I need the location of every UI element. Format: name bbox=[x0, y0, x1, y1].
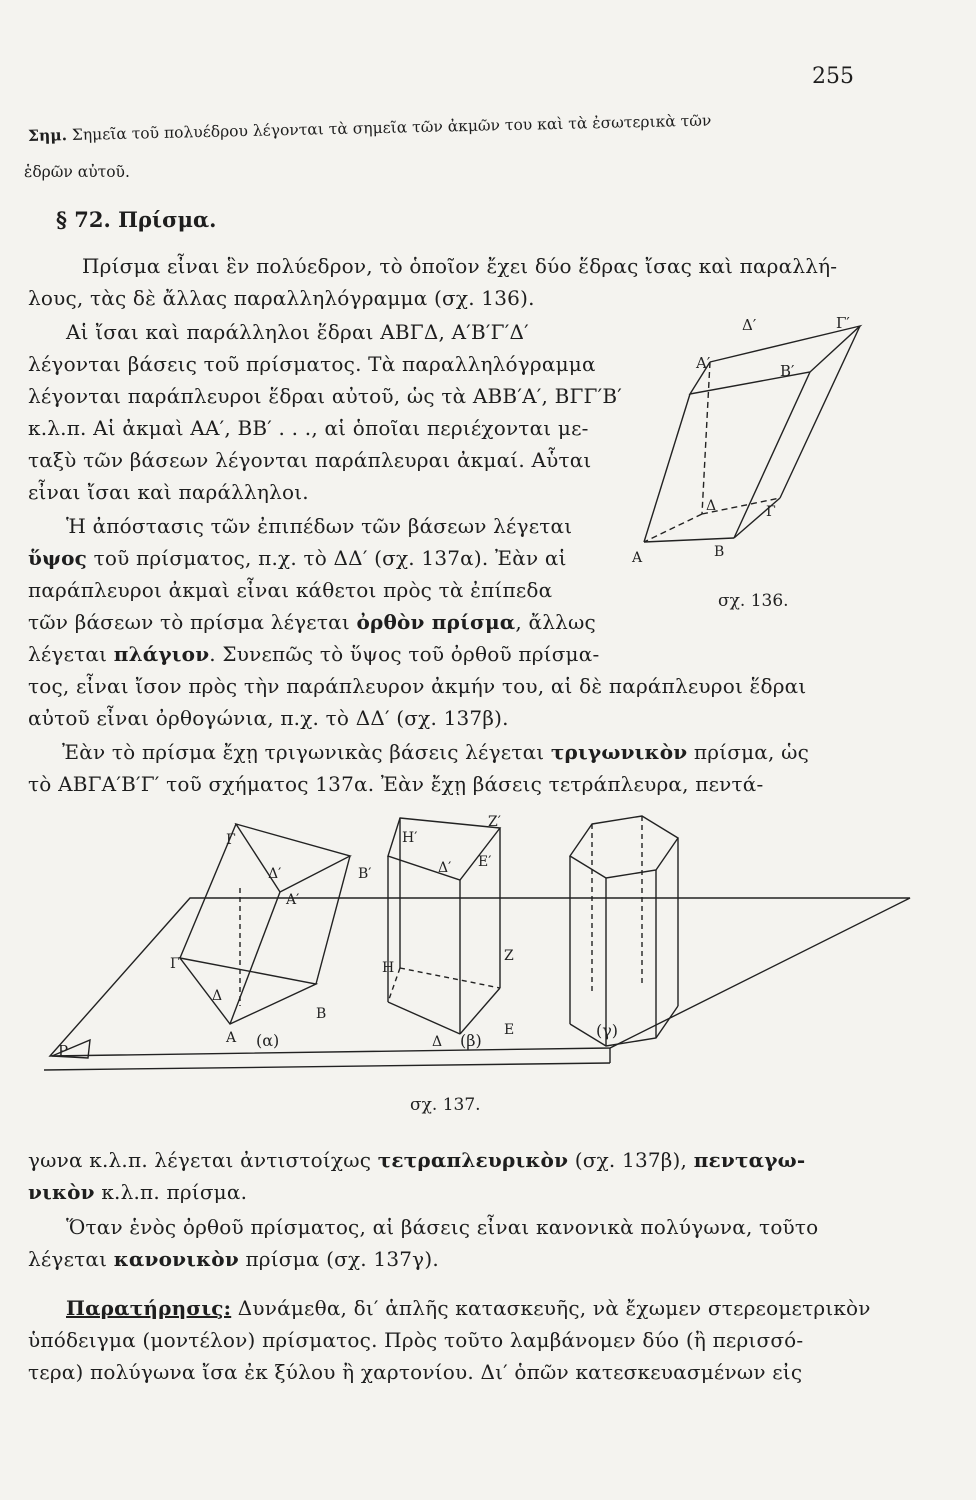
para4-line-3: γωνα κ.λ.π. λέγεται ἀντιστοίχως τετραπλευρικὸν (σχ. 137β), πενταγω- bbox=[28, 1148, 806, 1172]
fig137b-label-Zp: Ζ′ bbox=[488, 814, 501, 830]
fig137a-label-Bp: Β′ bbox=[358, 866, 372, 882]
para3-line-3: παράπλευροι ἀκμαὶ εἶναι κάθετοι πρὸς τὰ ἐπίπεδα bbox=[28, 578, 553, 602]
fig137a-label-G2: Γ bbox=[170, 956, 180, 972]
para1-line-2: λους, τὰς δὲ ἄλλας παραλληλόγραμμα (σχ. 136). bbox=[28, 286, 535, 310]
fig136-label-B: Β bbox=[714, 544, 725, 560]
fig137b-label-Ep: Ε′ bbox=[478, 854, 492, 870]
fig137a-label-B: Β bbox=[316, 1006, 327, 1022]
fig137b-label-D: Δ bbox=[432, 1034, 443, 1050]
para2-line-4: κ.λ.π. Αἱ ἀκμαὶ ΑΑ′, ΒΒ′ . . ., αἱ ὁποῖαι περιέχονται με- bbox=[28, 416, 589, 440]
fig136-label-G: Γ bbox=[766, 504, 776, 520]
note-line-1: Σημ. Σημεῖα τοῦ πολυέδρου λέγονται τὰ σημεῖα τῶν ἀκμῶν του καὶ τὰ ἐσωτερικὰ τῶν bbox=[27, 111, 712, 145]
fig136-caption: σχ. 136. bbox=[718, 591, 789, 610]
para2-line-1: Αἱ ἴσαι καὶ παράλληλοι ἕδραι ΑΒΓΔ, Α′Β′Γ′Δ′ bbox=[66, 320, 529, 344]
fig137a-label-D: Δ bbox=[212, 988, 223, 1004]
para3-line-5: λέγεται πλάγιον. Συνεπῶς τὸ ὕψος τοῦ ὀρθοῦ πρίσμα- bbox=[28, 642, 600, 666]
remark-label: Παρατήρησις: bbox=[66, 1296, 232, 1320]
para3-line-6: τος, εἶναι ἴσον πρὸς τὴν παράπλευρον ἀκμήν του, αἱ δὲ παράπλευροι ἕδραι bbox=[28, 674, 807, 698]
figure-136 bbox=[630, 310, 870, 610]
para3-line-4: τῶν βάσεων τὸ πρίσμα λέγεται ὀρθὸν πρίσμα, ἄλλως bbox=[28, 610, 596, 634]
para3-line-7: αὐτοῦ εἶναι ὀρθογώνια, π.χ. τὸ ΔΔ′ (σχ. 137β). bbox=[28, 706, 509, 730]
para4-line-1: Ἐὰν τὸ πρίσμα ἔχῃ τριγωνικὰς βάσεις λέγεται τριγωνικὸν πρίσμα, ὡς bbox=[62, 740, 810, 764]
fig137-sub-a: (α) bbox=[256, 1031, 280, 1050]
note-line-2: ἑδρῶν αὐτοῦ. bbox=[24, 163, 130, 181]
fig137a-label-G: Γ bbox=[226, 832, 236, 848]
fig136-label-Bp: Β′ bbox=[780, 362, 795, 380]
note-label: Σημ. bbox=[27, 125, 68, 145]
fig137-sub-c: (γ) bbox=[596, 1021, 619, 1040]
fig137a-label-Dp: Δ′ bbox=[268, 866, 282, 882]
fig137-caption: σχ. 137. bbox=[410, 1095, 481, 1115]
fig137-plane-label: P bbox=[58, 1042, 69, 1060]
para5-line-1: Ὅταν ἑνὸς ὀρθοῦ πρίσματος, αἱ βάσεις εἶναι κανονικὰ πολύγωνα, τοῦτο bbox=[66, 1215, 819, 1239]
fig137a-label-Ap: Α′ bbox=[286, 892, 300, 908]
para5-line-2: λέγεται κανονικὸν πρίσμα (σχ. 137γ). bbox=[28, 1247, 439, 1271]
para3-line-2: ὕψος τοῦ πρίσματος, π.χ. τὸ ΔΔ′ (σχ. 137α). Ἐὰν αἱ bbox=[28, 546, 567, 570]
fig136-label-Ap: Α′ bbox=[696, 354, 711, 372]
section-heading: § 72. Πρίσμα. bbox=[56, 207, 217, 232]
fig137-sub-b: (β) bbox=[460, 1031, 482, 1050]
fig136-label-D: Δ bbox=[706, 498, 717, 514]
fig137b-label-E: Ε bbox=[504, 1022, 515, 1038]
para2-line-5: ταξὺ τῶν βάσεων λέγονται παράπλευραι ἀκμαί. Αὗται bbox=[28, 448, 592, 472]
fig137b-label-Dp: Δ′ bbox=[438, 860, 452, 876]
para2-line-6: εἶναι ἴσαι καὶ παράλληλοι. bbox=[28, 480, 309, 504]
para3-line-1: Ἡ ἀπόστασις τῶν ἐπιπέδων τῶν βάσεων λέγεται bbox=[66, 514, 573, 538]
para6-line-1: Παρατήρησις: Δυνάμεθα, δι′ ἁπλῆς κατασκευῆς, νὰ ἔχωμεν στερεομετρικὸν bbox=[66, 1296, 871, 1320]
para6-line-3: τερα) πολύγωνα ἴσα ἐκ ξύλου ἢ χαρτονίου. Δι′ ὁπῶν κατεσκευασμένων εἰς bbox=[28, 1360, 803, 1384]
para1-line-1: Πρίσμα εἶναι ἓν πολύεδρον, τὸ ὁποῖον ἔχει δύο ἕδρας ἴσας καὶ παραλλή- bbox=[82, 254, 838, 278]
fig137b-label-Hp: Η′ bbox=[402, 830, 418, 846]
para4-line-2: τὸ ΑΒΓΑ′Β′Γ′ τοῦ σχήματος 137α. Ἐὰν ἔχῃ βάσεις τετράπλευρα, πεντά- bbox=[28, 772, 764, 796]
para2-line-2: λέγονται βάσεις τοῦ πρίσματος. Τὰ παραλληλόγραμμα bbox=[28, 352, 596, 376]
figure-137 bbox=[40, 808, 920, 1128]
fig137a-label-A: Α bbox=[226, 1030, 237, 1046]
para2-line-3: λέγονται παράπλευροι ἕδραι αὐτοῦ, ὡς τὰ ΑΒΒ′Α′, ΒΓΓ′Β′ bbox=[28, 384, 622, 408]
fig137b-label-H: Η bbox=[382, 960, 395, 976]
page-number: 255 bbox=[812, 64, 854, 89]
fig136-top-base bbox=[690, 326, 860, 394]
para4-line-4: νικὸν κ.λ.π. πρίσμα. bbox=[28, 1180, 248, 1204]
fig136-label-Gp: Γ′ bbox=[836, 314, 850, 332]
fig137b-label-Z: Ζ bbox=[504, 948, 514, 964]
fig136-label-A: Α bbox=[632, 550, 643, 566]
fig136-label-Dp: Δ′ bbox=[742, 316, 757, 334]
para6-line-2: ὑπόδειγμα (μοντέλον) πρίσματος. Πρὸς τοῦτο λαμβάνομεν δύο (ἢ περισσό- bbox=[28, 1328, 804, 1352]
